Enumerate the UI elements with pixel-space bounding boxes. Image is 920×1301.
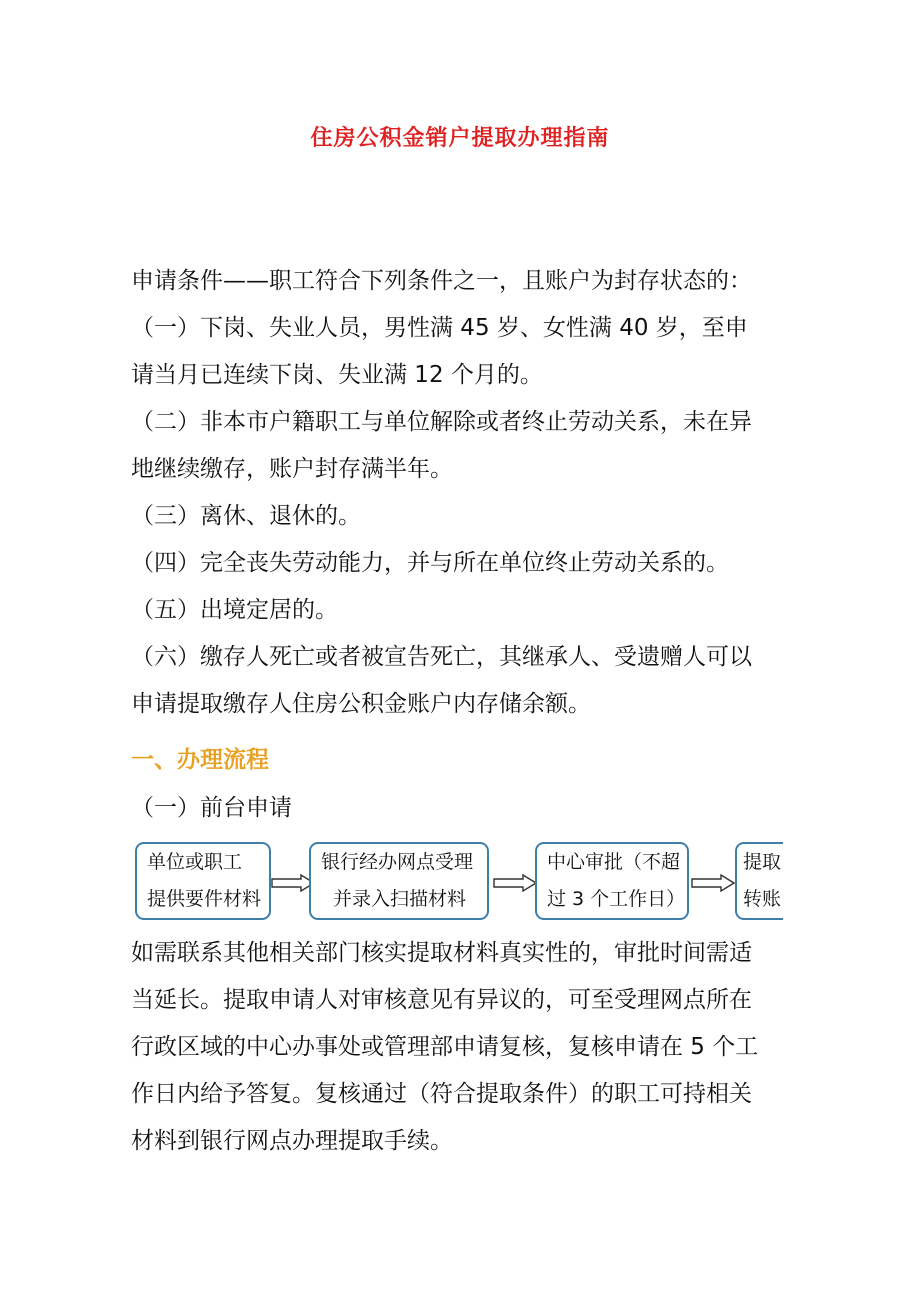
condition-6-line-1: （六）缴存人死亡或者被宣告死亡，其继承人、受遗赠人可以 — [131, 644, 752, 670]
process-flowchart — [131, 840, 783, 924]
document-title: 住房公积金销户提取办理指南 — [310, 126, 610, 151]
condition-2-line-1: （二）非本市户籍职工与单位解除或者终止劳动关系，未在异 — [131, 409, 752, 435]
condition-intro: 申请条件——职工符合下列条件之一，且账户为封存状态的： — [131, 268, 752, 294]
flow-step-3 — [535, 842, 689, 920]
flow-step-4-line-1: 提取 — [743, 851, 782, 873]
note-line: 材料到银行网点办理提取手续。 — [131, 1128, 453, 1154]
flow-step-2 — [309, 842, 489, 920]
condition-5: （五）出境定居的。 — [131, 597, 338, 623]
condition-6-line-2: 申请提取缴存人住房公积金账户内存储余额。 — [131, 691, 591, 717]
note-line: 如需联系其他相关部门核实提取材料真实性的，审批时间需适 — [131, 940, 752, 966]
flow-step-4-line-2: 转账 — [743, 888, 782, 910]
subsection-front-desk: （一）前台申请 — [131, 795, 292, 821]
section-heading-process: 一、办理流程 — [131, 747, 269, 773]
flow-step-1-line-2: 提供要件材料 — [147, 888, 262, 910]
flow-step-3-line-2: 过 3 个工作日） — [547, 888, 686, 910]
flow-step-4 — [735, 842, 783, 920]
condition-3: （三）离休、退休的。 — [131, 503, 361, 529]
note-line: 行政区域的中心办事处或管理部申请复核，复核申请在 5 个工 — [131, 1034, 759, 1060]
approval-note — [131, 930, 811, 1165]
note-line: 作日内给予答复。复核通过（符合提取条件）的职工可持相关 — [131, 1081, 752, 1107]
flow-step-1-line-1: 单位或职工 — [147, 851, 243, 873]
flow-arrow-icon — [691, 874, 735, 892]
flow-step-2-line-2: 并录入扫描材料 — [333, 888, 467, 910]
condition-1-line-1: （一）下岗、失业人员，男性满 45 岁、女性满 40 岁，至申 — [131, 315, 748, 341]
flow-step-2-line-1: 银行经办网点受理 — [321, 851, 474, 873]
conditions-block — [131, 258, 811, 728]
condition-1-line-2: 请当月已连续下岗、失业满 12 个月的。 — [131, 362, 543, 388]
flow-step-1 — [135, 842, 271, 920]
condition-4: （四）完全丧失劳动能力，并与所在单位终止劳动关系的。 — [131, 550, 729, 576]
flow-step-3-line-1: 中心审批（不超 — [547, 851, 681, 873]
flow-arrow-icon — [493, 874, 537, 892]
condition-2-line-2: 地继续缴存，账户封存满半年。 — [131, 456, 453, 482]
note-line: 当延长。提取申请人对审核意见有异议的，可至受理网点所在 — [131, 987, 752, 1013]
